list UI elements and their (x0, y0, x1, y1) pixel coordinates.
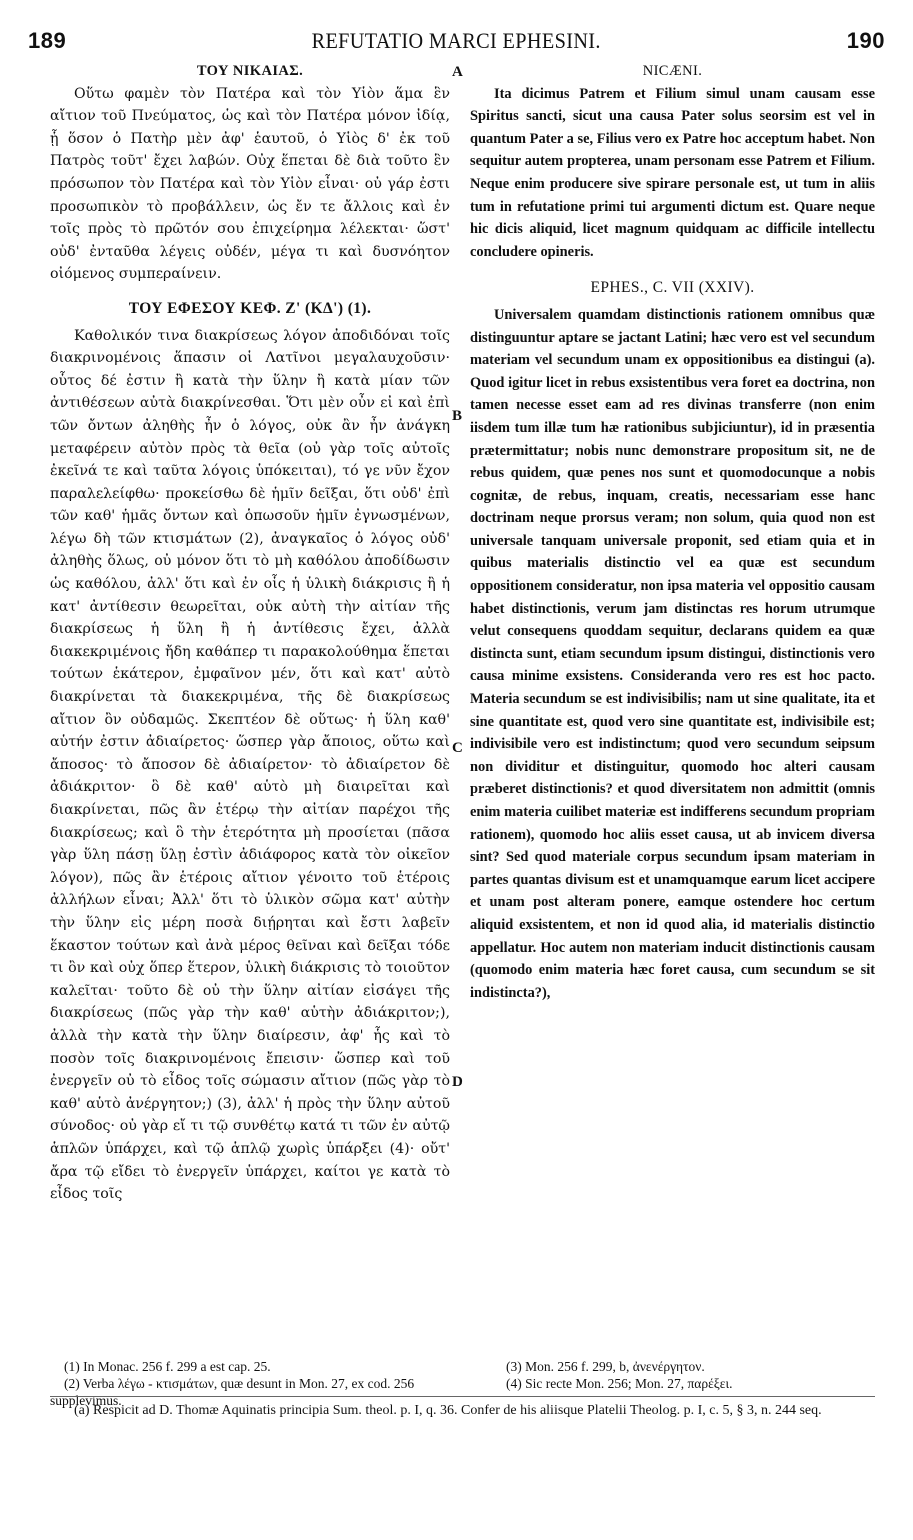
margin-letter-d: D (452, 1074, 463, 1090)
page-number-right: 190 (846, 28, 885, 53)
margin-letter-c: C (452, 740, 463, 756)
footnote-4: (4) Sic recte Mon. 256; Mon. 27, παρέξει. (506, 1376, 733, 1391)
greek-column (50, 60, 450, 1206)
footnote-3: (3) Mon. 256 f. 299, b, ἀνενέργητον. (506, 1359, 705, 1374)
latin-column (470, 60, 875, 1004)
footnote-divider (50, 1396, 875, 1397)
running-title: REFUTATIO MARCI EPHESINI. (311, 28, 602, 53)
greek-paragraph-2: Καθολικόν τινα διακρίσεως λόγον ἀποδιδόναι τοῖς διακρινομένοις ἅπασιν οἱ Λατῖνοι μεγαλαυχοῦσιν· οὗτος δέ ἐστιν ἢ κατὰ τὴν ὕλην ἢ κατὰ μίαν τῶν ἀντιθέσεων αὐτὰ διακρίνεσθαι. Ὅτι μὲν οὖν εἰ καὶ ἐπὶ τῶν ὄντων ἀληθὴς ἦν ὁ λόγος, οὐκ ἂν ἦν ἀνάγκη μεταφέρειν αὐτὸν πρὸς τὰ θεῖα (οὐ γὰρ τοῖς αὐτοῖς ἐκεῖνά τε καὶ ταῦτα λόγοις ὑπόκειται), τό γε νῦν ἔχον παραλελείφθω· προκείσθω δὲ ἡμῖν δεῖξαι, ὅτι οὐδ' ἐπὶ τῶν καθ' ἡμᾶς ὄντων καὶ ὁπωσοῦν ἡμῖν ἐγνωσμένων, λέγω δὴ τῶν κτισμάτων (2), ἀναγκαῖος ὁ λόγος οὐδ' ἀληθὴς ὅλως, οὐ μόνον ὅτι τὸ μὴ καθόλου ἀποδίδωσιν ὡς καθόλου, ἀλλ' ὅτι καὶ ἐν οἷς ἡ ὑλικὴ διάκρισις ἢ ἡ κατ' ἀντίθεσιν θεωρεῖται, οὐκ αὐτὴ τὴν αἰτίαν τῆς διακρίσεως ἡ ὕλη ἢ ἡ ἀντίθεσις ἔχει, ἀλλὰ διακεκριμένοις ἤδη καθάπερ τι παρακολούθημα ἕπεται τούτων ἑκάτερον, ἐμφαῖνον μέν, ὅτι καὶ κατ' αὐτὸ διακρίνεται τὰ διακεκριμένα, τῆς δὲ διακρίσεως αἴτιον ὂν οὐδαμῶς. Σκεπτέον δὲ οὕτως· ἡ ὕλη καθ' αὑτήν ἐστιν ἀδιαίρετος· ὥσπερ γὰρ ἄποιος, οὕτω καὶ ἄποσος· τὸ ἄποσον δὲ ἀδιαίρετον· τὸ ἀδιαίρετον δὲ ἀδιάκριτον· ὃ δὲ καθ' αὑτὸ μὴ διαιρεῖται καὶ διακρίνεται, πῶς ἂν ἑτέρῳ τὴν αἰτίαν παρέχοι τῆς διακρίσεως; καὶ ὃ τὴν ἑτερότητα μὴ προσίεται (πᾶσα γὰρ ὕλη πάσῃ ὕλῃ ἐστὶν ἀδιάφορος κατὰ τὸν οἰκεῖον λόγον), πῶς ἂν ἑτέροις αἴτιον γένοιτο τοῦ ἑτέροις ἀλλήλων εἶναι; Ἀλλ' ὅτι τὸ ὑλικὸν σῶμα κατ' αὐτὴν τὴν ὕλην εἰς μέρη ποσὰ διῄρηται καὶ ἔστι λαβεῖν ἕκαστον τούτων καὶ ἀνὰ μέρος θεῖναι καὶ δεῖξαι τόδε τι ὂν καὶ οὐχ ὅπερ ἕτερον, ὑλικὴ διάκρισις τὸ τοιοῦτον καλεῖται· τοῦτο δὲ οὐ τὴν ὕλην αἰτίαν εἰσάγει τῆς διακρίσεως (πῶς γὰρ τὴν καθ' αὑτὴν ἀδιάκριτον;), ἀλλὰ τὴν κατὰ τὴν ὕλην διαίρεσιν, ἀφ' ἧς καὶ τὸ ποσὸν τοῖς διακρινομένοις ἔπεισιν· ὥσπερ καὶ τοῦ ἐνεργεῖν οὐ τὸ εἶδος τοῖς σώμασιν αἴτιον (πῶς γὰρ τὸ καθ' αὑτὸ ἀνέργητον;) (3), ἀλλ' ἡ πρὸς τὴν ὕλην αὐτοῦ σύνοδος· οὐ γὰρ εἴ τι τῷ συνθέτῳ κατά τι τῶν ἐν αὐτῷ ἁπλῶν ὑπάρχει, καὶ τῷ ἁπλῷ χωρὶς ὑπάρξει (4)· οὔτ' ἄρα τῷ εἴδει τὸ ἐνεργεῖν ὑπάρχει, καίτοι γε κατὰ τὸ εἶδος τοῖς (50, 327, 450, 1203)
footnote-2: (2) Verba λέγω - κτισμάτων, quæ desunt in Mon. 27, ex cod. 256 supplevimus. (50, 1376, 415, 1408)
footnote-1: (1) In Monac. 256 f. 299 a est cap. 25. (64, 1359, 271, 1374)
margin-letter-a: A (452, 64, 463, 80)
latin-paragraph-1: Ita dicimus Patrem et Filium simul unam causam esse Spiritus sancti, sicut una causa Pater solus seorsim est vel in quantum Pater a se, Filius vero ex Patre hoc acceptum habet. Non sequitur autem propterea, unam personam esse Patrem et Filium. Neque enim producere sive spirare personale est, ut tum in aliis tum in refutatione primi tui argumenti dictum est. Quare neque hic dicis aliquid, licet magnum quidquam ac difficile intellectu concludere opineris. (470, 85, 875, 260)
greek-heading-nicaea: ΤΟΥ ΝΙΚΑΙΑΣ. (196, 63, 304, 79)
latin-paragraph-2: Universalem quamdam distinctionis rationem omnibus quæ distinguuntur aptare se jactant Latini; hæc vero est vel secundum materiam vel secundum unam ex oppositionibus ea distingui (a). Quod igitur licet in rebus exsistentibus vera foret ea doctrina, non tamen necesse esset eam ad res divinas transferre (non enim iisdem tum illæ tum hæ rationibus subjiciuntur), id in præsentia prætermittatur; nobis nunc demonstrare propositum sit, ne de rebus quidem, quæ penes nos sunt et quomodocunque a nobis cognitæ, de rebus, inquam, creatis, necessariam esse hanc doctrinam neque prorsus veram; non solum, quia quod non est universale tanquam universale proponit, sed etiam quia et in quibus materialis distinctio vel ea quæ est secundum oppositionem consideratur, non ipsa materia vel oppositio causam habet distinctionis, verum jam distinctas res horum utrumque velut consequens quoddam sequitur, declarans quidem ea quæ distincta sunt, etiam secundum ipsum distingui, distinctionis vero causa minime exsistens. Consideranda vero res est hoc pacto. Materia secundum se est indivisibilis; nam ut sine qualitate, ita et sine quantitate est, quod vero sine quantitate est, indivisibile est; indivisibile vero est indistinctum; quod vero secundum seipsum non dividitur et distinguitur, quomodo hoc alteri causam præberet distinctionis? et quod diversitatem non admittit (omnis enim materia cuilibet materiæ est indifferens secundum propriam rationem), quomodo hoc aliis esset causa, ut ab invicem diversa sint? Sed quod materiale corpus secundum ipsam materiam in partes quantas divisum est et unamquamque earum licet accipere et unam post alteram ponere, eamque ostendere hoc certum aliquid exsistentem, et non id quod alia, id materialis distinctio appellatur. Hoc autem non materiam inducit distinctionis causam (quomodo enim materia hæc foret causa, cum secundum se sit indistincta?), (470, 306, 875, 1001)
running-header (28, 28, 885, 58)
latin-heading-ephes: EPHES., C. VII (XXIV). (590, 279, 755, 297)
greek-heading-ephesus: ΤΟΥ ΕΦΕΣΟΥ ΚΕΦ. Ζ' (ΚΔ') (1). (128, 299, 372, 317)
editor-note-a: (a) Respicit ad D. Thomæ Aquinatis principia Sum. theol. p. I, q. 36. Confer de his aliisque Platelii Theolog. p. I, c. 5, § 3, n. 244 seq. (74, 1403, 822, 1418)
margin-letter-b: B (452, 408, 463, 424)
footnotes-right (492, 1358, 872, 1392)
greek-paragraph-1: Οὕτω φαμὲν τὸν Πατέρα καὶ τὸν Υἱὸν ἅμα ἓν αἴτιον τοῦ Πνεύματος, ὡς καὶ τὸν Πατέρα μόνον ἰδίᾳ, ᾗ ὅσον ὁ Πατὴρ μὲν ἀφ' ἑαυτοῦ, ὁ Υἱὸς δ' ἐκ τοῦ Πατρὸς τοῦτ' ἔχει λαβών. Οὐχ ἕπεται δὲ διὰ τοῦτο ἓν πρόσωπον τὸν Πατέρα καὶ τὸν Υἱὸν εἶναι· οὐ γάρ ἐστι προσωπικὸν τὸ προβάλλειν, ὡς ἔν τε ἄλλοις καὶ ἐν τοῖς πρὸς τὸ πρῶτόν σου ἐπιχείρημα λέλεκται· ὥστ' οὐδ' ἐνταῦθα λέγεις οὐδέν, μέγα τι καὶ δυσνόητον οἰόμενος συμπεραίνειν. (50, 85, 450, 283)
latin-heading-nicaeni: NICÆNI. (642, 63, 703, 79)
page-number-left: 189 (28, 28, 67, 53)
